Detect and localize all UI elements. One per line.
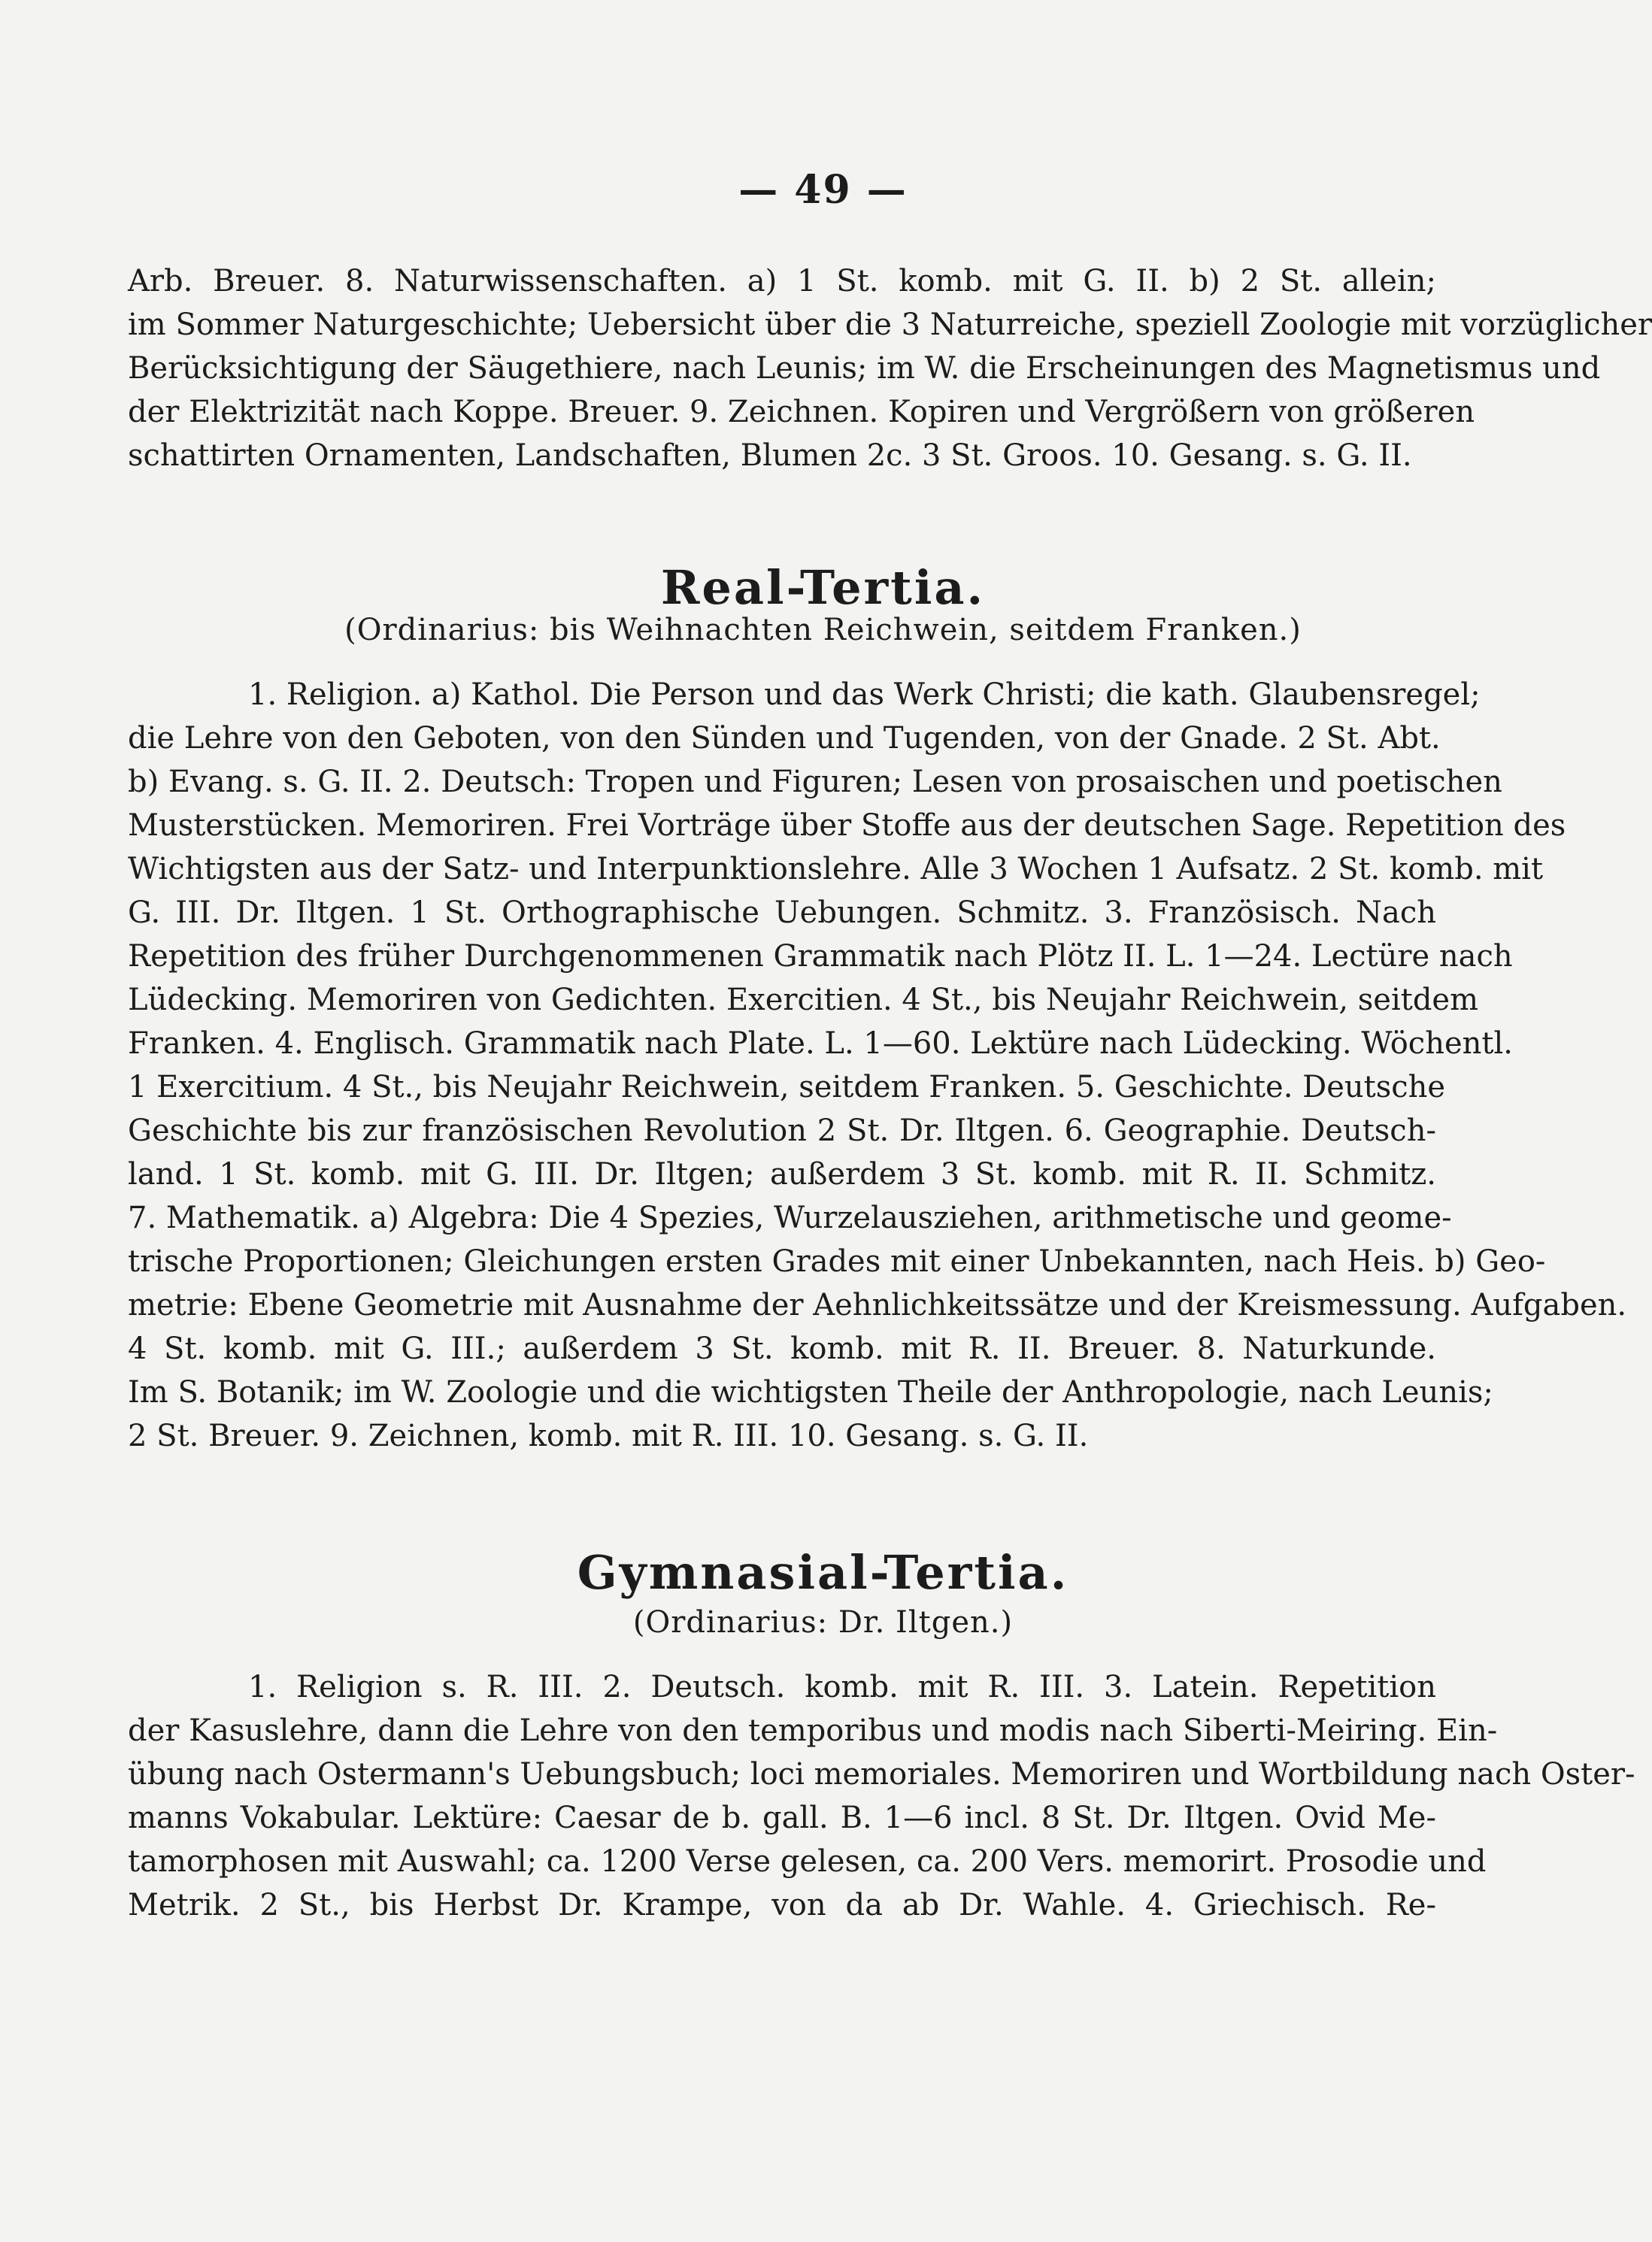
text-line: Metrik. 2 St., bis Herbst Dr. Krampe, von da ab Dr. Wahle. 4. Griechisch. Re- xyxy=(128,1888,1436,1922)
section-heading-real-tertia: Real-Tertia. xyxy=(660,560,986,615)
text-line: der Elektrizität nach Koppe. Breuer. 9. Zeichnen. Kopiren und Vergrößern von größeren xyxy=(128,395,1475,429)
text-line: die Lehre von den Geboten, von den Sünden und Tugenden, von der Gnade. 2 St. Abt. xyxy=(128,721,1441,756)
section-subtitle-gymnasial-tertia: (Ordinarius: Dr. Iltgen.) xyxy=(632,1605,1014,1640)
text-line: übung nach Ostermann's Uebungsbuch; loci memoriales. Memoriren und Wortbildung nach Oster- xyxy=(128,1757,1635,1792)
text-line: 4 St. komb. mit G. III.; außerdem 3 St. komb. mit R. II. Breuer. 8. Naturkunde. xyxy=(128,1332,1436,1366)
text-line: Arb. Breuer. 8. Naturwissenschaften. a) 1 St. komb. mit G. II. b) 2 St. allein; xyxy=(128,264,1436,298)
text-line: 1. Religion. a) Kathol. Die Person und das Werk Christi; die kath. Glaubensregel; xyxy=(248,677,1481,712)
text-line: Lüdecking. Memoriren von Gedichten. Exercitien. 4 St., bis Neujahr Reichwein, seitdem xyxy=(128,983,1479,1017)
text-line: trische Proportionen; Gleichungen ersten Grades mit einer Unbekannten, nach Heis. b) Geo- xyxy=(128,1244,1546,1279)
paragraph-block-1 xyxy=(128,259,1652,477)
text-line: Musterstücken. Memoriren. Frei Vorträge über Stoffe aus der deutschen Sage. Repetition des xyxy=(128,808,1566,843)
text-line: 2 St. Breuer. 9. Zeichnen, komb. mit R. III. 10. Gesang. s. G. II. xyxy=(128,1419,1089,1453)
text-line: Im S. Botanik; im W. Zoologie und die wichtigsten Theile der Anthropologie, nach Leunis; xyxy=(128,1375,1493,1410)
paragraph-block-2 xyxy=(128,673,1627,1458)
text-line: metrie: Ebene Geometrie mit Ausnahme der Aehnlichkeitssätze und der Kreismessung. Aufgaben. xyxy=(128,1288,1627,1322)
text-line: 1 Exercitium. 4 St., bis Neujahr Reichwein, seitdem Franken. 5. Geschichte. Deutsche xyxy=(128,1070,1446,1104)
section-heading-gymnasial-tertia: Gymnasial-Tertia. xyxy=(577,1545,1069,1600)
text-line: land. 1 St. komb. mit G. III. Dr. Iltgen; außerdem 3 St. komb. mit R. II. Schmitz. xyxy=(128,1157,1436,1192)
text-line: manns Vokabular. Lektüre: Caesar de b. gall. B. 1—6 incl. 8 St. Dr. Iltgen. Ovid Me- xyxy=(128,1801,1436,1835)
paragraph-block-3 xyxy=(128,1665,1635,1927)
text-line: G. III. Dr. Iltgen. 1 St. Orthographische Uebungen. Schmitz. 3. Französisch. Nach xyxy=(128,895,1436,930)
text-line: im Sommer Naturgeschichte; Uebersicht über die 3 Naturreiche, speziell Zoologie mit vorzüglicher xyxy=(128,308,1652,342)
text-line: 7. Mathematik. a) Algebra: Die 4 Spezies, Wurzelausziehen, arithmetische und geome- xyxy=(128,1201,1452,1235)
text-line: Wichtigsten aus der Satz- und Interpunktionslehre. Alle 3 Wochen 1 Aufsatz. 2 St. komb. mit xyxy=(128,852,1544,886)
text-line: schattirten Ornamenten, Landschaften, Blumen 2c. 3 St. Groos. 10. Gesang. s. G. II. xyxy=(128,438,1412,473)
text-line: tamorphosen mit Auswahl; ca. 1200 Verse gelesen, ca. 200 Vers. memorirt. Prosodie und xyxy=(128,1844,1487,1879)
text-line: der Kasuslehre, dann die Lehre von den temporibus und modis nach Siberti-Meiring. Ein- xyxy=(128,1713,1498,1748)
text-line: Geschichte bis zur französischen Revolution 2 St. Dr. Iltgen. 6. Geographie. Deutsch- xyxy=(128,1113,1436,1148)
text-line: Repetition des früher Durchgenommenen Grammatik nach Plötz II. L. 1—24. Lectüre nach xyxy=(128,939,1513,974)
text-line: Berücksichtigung der Säugethiere, nach Leunis; im W. die Erscheinungen des Magnetismus und xyxy=(128,351,1601,386)
text-line: 1. Religion s. R. III. 2. Deutsch. komb. mit R. III. 3. Latein. Repetition xyxy=(248,1670,1436,1704)
page-number: — 49 — xyxy=(738,167,908,213)
text-line: b) Evang. s. G. II. 2. Deutsch: Tropen und Figuren; Lesen von prosaischen und poetischen xyxy=(128,765,1502,799)
text-line: Franken. 4. Englisch. Grammatik nach Plate. L. 1—60. Lektüre nach Lüdecking. Wöchentl. xyxy=(128,1026,1513,1061)
section-subtitle-real-tertia: (Ordinarius: bis Weihnachten Reichwein, seitdem Franken.) xyxy=(344,613,1302,647)
